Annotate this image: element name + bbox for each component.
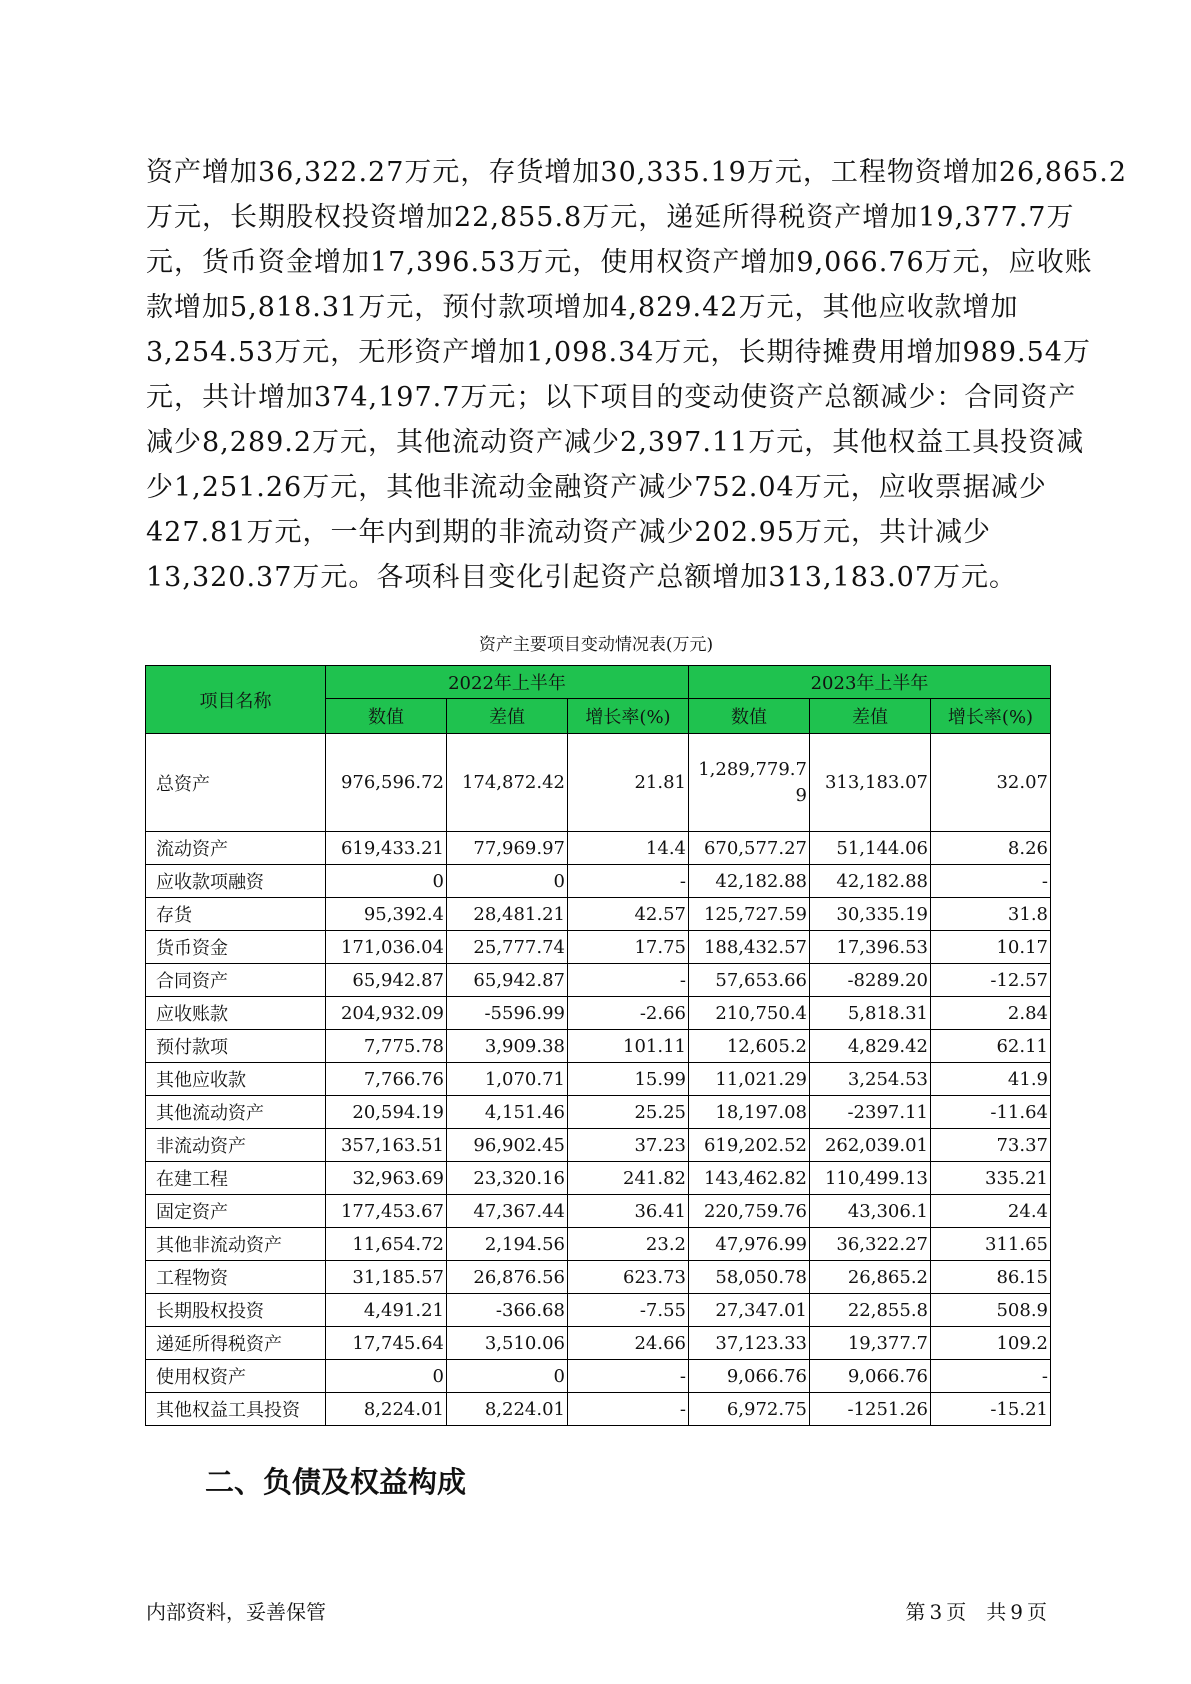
cell-value-2023: 42,182.88 <box>689 865 810 898</box>
cell-diff-2022: 3,909.38 <box>447 1030 568 1063</box>
table-row <box>146 1393 1051 1426</box>
cell-value-2022: 32,963.69 <box>326 1162 447 1195</box>
cell-diff-2023: 17,396.53 <box>810 931 931 964</box>
header-diff-2022: 差值 <box>447 699 568 734</box>
cell-growth-2022: 24.66 <box>568 1327 689 1360</box>
cell-value-2022: 31,185.57 <box>326 1261 447 1294</box>
cell-value-2022: 0 <box>326 865 447 898</box>
paragraph-line: 13,320.37万元。各项科目变化引起资产总额增加313,183.07万元。 <box>146 562 1018 593</box>
cell-growth-2022: 23.2 <box>568 1228 689 1261</box>
cell-diff-2022: 0 <box>447 1360 568 1393</box>
cell-value-2022: 976,596.72 <box>326 734 447 832</box>
cell-diff-2022: 3,510.06 <box>447 1327 568 1360</box>
paragraph-line: 少1,251.26万元，其他非流动金融资产减少752.04万元，应收票据减少 <box>146 472 1047 503</box>
table-row <box>146 1327 1051 1360</box>
cell-value-2023: 18,197.08 <box>689 1096 810 1129</box>
table-caption: 资产主要项目变动情况表(万元) <box>478 635 714 655</box>
cell-growth-2023: 32.07 <box>931 734 1051 832</box>
cell-value-2022: 0 <box>326 1360 447 1393</box>
cell-item-name: 非流动资产 <box>146 1129 326 1162</box>
table-row <box>146 1096 1051 1129</box>
cell-growth-2022: 36.41 <box>568 1195 689 1228</box>
body-paragraph <box>146 150 1128 600</box>
cell-value-2023: 57,653.66 <box>689 964 810 997</box>
cell-growth-2022: 623.73 <box>568 1261 689 1294</box>
cell-item-name: 递延所得税资产 <box>146 1327 326 1360</box>
cell-item-name: 总资产 <box>146 734 326 832</box>
table-row <box>146 1360 1051 1393</box>
cell-diff-2022: 25,777.74 <box>447 931 568 964</box>
cell-item-name: 固定资产 <box>146 1195 326 1228</box>
cell-diff-2022: 8,224.01 <box>447 1393 568 1426</box>
cell-growth-2022: 42.57 <box>568 898 689 931</box>
paragraph-line: 3,254.53万元，无形资产增加1,098.34万元，长期待摊费用增加989.54万 <box>146 337 1091 368</box>
table-row <box>146 734 1051 832</box>
cell-growth-2022: - <box>568 1360 689 1393</box>
table-row <box>146 1030 1051 1063</box>
section-heading: 二、负债及权益构成 <box>205 1465 467 1499</box>
cell-diff-2022: 65,942.87 <box>447 964 568 997</box>
cell-item-name: 其他应收款 <box>146 1063 326 1096</box>
cell-growth-2023: 31.8 <box>931 898 1051 931</box>
header-period-2023: 2023年上半年 <box>689 666 1051 699</box>
cell-value-2022: 4,491.21 <box>326 1294 447 1327</box>
table-row <box>146 1261 1051 1294</box>
cell-growth-2023: 2.84 <box>931 997 1051 1030</box>
cell-growth-2022: 15.99 <box>568 1063 689 1096</box>
cell-diff-2023: 262,039.01 <box>810 1129 931 1162</box>
paragraph-line: 元，货币资金增加17,396.53万元，使用权资产增加9,066.76万元，应收账 <box>146 247 1093 278</box>
cell-diff-2023: -2397.11 <box>810 1096 931 1129</box>
cell-diff-2022: 0 <box>447 865 568 898</box>
header-period-2022: 2022年上半年 <box>326 666 689 699</box>
cell-diff-2023: 42,182.88 <box>810 865 931 898</box>
table-row <box>146 1063 1051 1096</box>
page-number <box>902 1596 1047 1625</box>
cell-growth-2023: -12.57 <box>931 964 1051 997</box>
cell-growth-2023: -15.21 <box>931 1393 1051 1426</box>
cell-diff-2022: 26,876.56 <box>447 1261 568 1294</box>
cell-diff-2023: -8289.20 <box>810 964 931 997</box>
asset-change-table <box>145 665 1051 1426</box>
table-row <box>146 964 1051 997</box>
cell-growth-2022: 101.11 <box>568 1030 689 1063</box>
header-value-2022: 数值 <box>326 699 447 734</box>
cell-item-name: 货币资金 <box>146 931 326 964</box>
cell-value-2023: 6,972.75 <box>689 1393 810 1426</box>
cell-item-name: 长期股权投资 <box>146 1294 326 1327</box>
cell-growth-2022: 14.4 <box>568 832 689 865</box>
cell-diff-2023: 51,144.06 <box>810 832 931 865</box>
cell-growth-2022: - <box>568 865 689 898</box>
page-suffix: 页 <box>1027 1600 1047 1624</box>
cell-diff-2023: 30,335.19 <box>810 898 931 931</box>
cell-growth-2022: 25.25 <box>568 1096 689 1129</box>
cell-value-2022: 95,392.4 <box>326 898 447 931</box>
cell-item-name: 其他权益工具投资 <box>146 1393 326 1426</box>
cell-diff-2023: 313,183.07 <box>810 734 931 832</box>
cell-diff-2023: 110,499.13 <box>810 1162 931 1195</box>
cell-diff-2022: 47,367.44 <box>447 1195 568 1228</box>
page-total: 9 <box>1010 1600 1023 1624</box>
cell-growth-2023: 335.21 <box>931 1162 1051 1195</box>
cell-growth-2022: 21.81 <box>568 734 689 832</box>
cell-diff-2023: 4,829.42 <box>810 1030 931 1063</box>
cell-diff-2022: 77,969.97 <box>447 832 568 865</box>
cell-diff-2023: -1251.26 <box>810 1393 931 1426</box>
cell-diff-2023: 3,254.53 <box>810 1063 931 1096</box>
cell-growth-2023: 62.11 <box>931 1030 1051 1063</box>
cell-item-name: 应收账款 <box>146 997 326 1030</box>
cell-value-2022: 7,766.76 <box>326 1063 447 1096</box>
cell-diff-2023: 9,066.76 <box>810 1360 931 1393</box>
cell-value-2023: 188,432.57 <box>689 931 810 964</box>
cell-growth-2023: 10.17 <box>931 931 1051 964</box>
cell-growth-2022: 17.75 <box>568 931 689 964</box>
cell-value-2022: 171,036.04 <box>326 931 447 964</box>
cell-value-2022: 17,745.64 <box>326 1327 447 1360</box>
page-prefix: 第 <box>905 1600 926 1624</box>
cell-item-name: 其他流动资产 <box>146 1096 326 1129</box>
cell-diff-2023: 19,377.7 <box>810 1327 931 1360</box>
header-growth-2023: 增长率(%) <box>931 699 1051 734</box>
cell-value-2023: 47,976.99 <box>689 1228 810 1261</box>
cell-growth-2023: 73.37 <box>931 1129 1051 1162</box>
cell-diff-2022: 28,481.21 <box>447 898 568 931</box>
cell-value-2023: 1,289,779.79 <box>689 734 810 832</box>
cell-value-2023: 11,021.29 <box>689 1063 810 1096</box>
paragraph-line: 427.81万元，一年内到期的非流动资产减少202.95万元，共计减少 <box>146 517 991 548</box>
cell-growth-2023: 86.15 <box>931 1261 1051 1294</box>
cell-item-name: 工程物资 <box>146 1261 326 1294</box>
paragraph-line: 减少8,289.2万元，其他流动资产减少2,397.11万元，其他权益工具投资减 <box>146 427 1085 458</box>
cell-diff-2022: 96,902.45 <box>447 1129 568 1162</box>
cell-item-name: 应收款项融资 <box>146 865 326 898</box>
cell-diff-2022: 174,872.42 <box>447 734 568 832</box>
cell-value-2023: 125,727.59 <box>689 898 810 931</box>
cell-growth-2023: 41.9 <box>931 1063 1051 1096</box>
cell-diff-2022: 4,151.46 <box>447 1096 568 1129</box>
table-row <box>146 1294 1051 1327</box>
cell-diff-2023: 43,306.1 <box>810 1195 931 1228</box>
cell-growth-2023: 311.65 <box>931 1228 1051 1261</box>
cell-value-2023: 210,750.4 <box>689 997 810 1030</box>
cell-value-2022: 177,453.67 <box>326 1195 447 1228</box>
table-row <box>146 931 1051 964</box>
header-item-name: 项目名称 <box>146 666 326 734</box>
cell-item-name: 其他非流动资产 <box>146 1228 326 1261</box>
cell-diff-2022: 23,320.16 <box>447 1162 568 1195</box>
cell-growth-2023: 8.26 <box>931 832 1051 865</box>
cell-value-2023: 27,347.01 <box>689 1294 810 1327</box>
header-value-2023: 数值 <box>689 699 810 734</box>
table-body <box>146 734 1051 1426</box>
cell-diff-2023: 5,818.31 <box>810 997 931 1030</box>
cell-growth-2023: -11.64 <box>931 1096 1051 1129</box>
page-current: 3 <box>929 1600 943 1624</box>
table-row <box>146 832 1051 865</box>
cell-diff-2023: 22,855.8 <box>810 1294 931 1327</box>
cell-diff-2023: 36,322.27 <box>810 1228 931 1261</box>
cell-value-2023: 670,577.27 <box>689 832 810 865</box>
cell-value-2022: 7,775.78 <box>326 1030 447 1063</box>
table-row <box>146 865 1051 898</box>
paragraph-line: 元，共计增加374,197.7万元；以下项目的变动使资产总额减少：合同资产 <box>146 382 1077 413</box>
table-row <box>146 898 1051 931</box>
cell-diff-2022: -5596.99 <box>447 997 568 1030</box>
cell-value-2022: 204,932.09 <box>326 997 447 1030</box>
cell-item-name: 存货 <box>146 898 326 931</box>
cell-growth-2022: - <box>568 964 689 997</box>
cell-value-2022: 357,163.51 <box>326 1129 447 1162</box>
table-row <box>146 1129 1051 1162</box>
cell-diff-2022: 1,070.71 <box>447 1063 568 1096</box>
cell-diff-2022: -366.68 <box>447 1294 568 1327</box>
cell-value-2023: 9,066.76 <box>689 1360 810 1393</box>
cell-growth-2023: 24.4 <box>931 1195 1051 1228</box>
cell-item-name: 流动资产 <box>146 832 326 865</box>
cell-value-2023: 220,759.76 <box>689 1195 810 1228</box>
cell-value-2023: 143,462.82 <box>689 1162 810 1195</box>
cell-item-name: 使用权资产 <box>146 1360 326 1393</box>
cell-value-2023: 619,202.52 <box>689 1129 810 1162</box>
footer-confidential-note: 内部资料，妥善保管 <box>146 1600 326 1624</box>
table-row <box>146 1162 1051 1195</box>
cell-growth-2023: - <box>931 865 1051 898</box>
header-growth-2022: 增长率(%) <box>568 699 689 734</box>
cell-growth-2023: 109.2 <box>931 1327 1051 1360</box>
cell-growth-2022: -2.66 <box>568 997 689 1030</box>
cell-value-2023: 12,605.2 <box>689 1030 810 1063</box>
paragraph-line: 万元，长期股权投资增加22,855.8万元，递延所得税资产增加19,377.7万 <box>146 202 1075 233</box>
page-mid: 页 共 <box>946 1600 1007 1624</box>
cell-diff-2023: 26,865.2 <box>810 1261 931 1294</box>
cell-growth-2022: -7.55 <box>568 1294 689 1327</box>
cell-diff-2022: 2,194.56 <box>447 1228 568 1261</box>
cell-value-2022: 11,654.72 <box>326 1228 447 1261</box>
cell-growth-2022: 37.23 <box>568 1129 689 1162</box>
table-row <box>146 997 1051 1030</box>
paragraph-line: 款增加5,818.31万元，预付款项增加4,829.42万元，其他应收款增加 <box>146 292 1019 323</box>
cell-value-2022: 619,433.21 <box>326 832 447 865</box>
cell-value-2022: 8,224.01 <box>326 1393 447 1426</box>
cell-value-2023: 37,123.33 <box>689 1327 810 1360</box>
cell-value-2023: 58,050.78 <box>689 1261 810 1294</box>
cell-value-2022: 20,594.19 <box>326 1096 447 1129</box>
cell-growth-2022: - <box>568 1393 689 1426</box>
cell-growth-2022: 241.82 <box>568 1162 689 1195</box>
cell-value-2022: 65,942.87 <box>326 964 447 997</box>
paragraph-line: 资产增加36,322.27万元，存货增加30,335.19万元，工程物资增加26,865.2 <box>146 157 1128 188</box>
header-diff-2023: 差值 <box>810 699 931 734</box>
table-row <box>146 1228 1051 1261</box>
cell-item-name: 在建工程 <box>146 1162 326 1195</box>
table-row <box>146 1195 1051 1228</box>
cell-growth-2023: - <box>931 1360 1051 1393</box>
cell-growth-2023: 508.9 <box>931 1294 1051 1327</box>
cell-item-name: 合同资产 <box>146 964 326 997</box>
cell-item-name: 预付款项 <box>146 1030 326 1063</box>
